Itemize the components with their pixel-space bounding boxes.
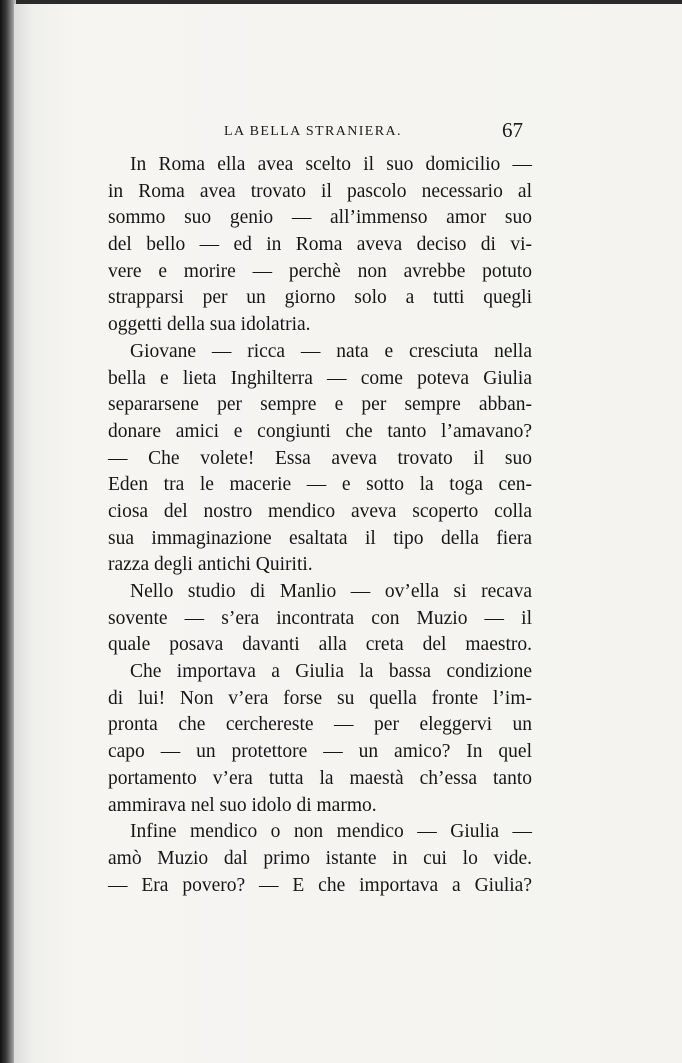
text-line: di lui! Non v’era forse su quella fronte l’im- <box>108 687 532 709</box>
text-line: amò Muzio dal primo istante in cui lo vide. <box>108 847 532 869</box>
text-line: portamento v’era tutta la maestà ch’essa tanto <box>108 767 532 789</box>
text-line: sommo suo genio — all’immenso amor suo <box>108 207 532 229</box>
text-line: — Che volete! Essa aveva trovato il suo <box>108 447 532 469</box>
page-number: 67 <box>502 118 523 142</box>
text-line: In Roma ella avea scelto il suo domicilio — <box>130 154 532 175</box>
text-line: razza degli antichi Quiriti. <box>108 554 313 576</box>
text-line: donare amici e congiunti che tanto l’amavano? <box>108 420 532 442</box>
text-line: oggetti della sua idolatria. <box>108 314 311 336</box>
text-line: capo — un protettore — un amico? In quel <box>108 741 532 763</box>
text-line: strapparsi per un giorno solo a tutti quegli <box>108 287 532 309</box>
text-line: del bello — ed in Roma aveva deciso di vi- <box>108 234 532 256</box>
text-line: pronta che cerchereste — per eleggervi un <box>108 714 532 736</box>
text-line: sovente — s’era incontrata con Muzio — il <box>108 607 532 629</box>
text-line: Eden tra le macerie — e sotto la toga cen- <box>108 474 532 496</box>
text-line: sua immaginazione esaltata il tipo della fiera <box>108 527 532 549</box>
text-line: Che importava a Giulia la bassa condizione <box>130 661 532 683</box>
text-line: ciosa del nostro mendico aveva scoperto colla <box>108 500 532 522</box>
text-line: quale posava davanti alla creta del maestro. <box>108 634 532 656</box>
body-text <box>108 152 532 899</box>
text-line: bella e lieta Inghilterra — come poteva Giulia <box>108 367 532 389</box>
text-line: Giovane — ricca — nata e cresciuta nella <box>130 340 532 362</box>
text-line: separarsene per sempre e per sempre abban- <box>108 394 532 416</box>
text-line: in Roma avea trovato il pascolo necessario al <box>108 180 532 202</box>
running-title: LA BELLA STRANIERA. <box>224 124 402 139</box>
text-line: ammirava nel suo idolo di marmo. <box>108 794 377 816</box>
text-line: Nello studio di Manlio — ov’ella si recava <box>130 581 532 602</box>
text-line: vere e morire — perchè non avrebbe potuto <box>108 260 532 282</box>
text-line: — Era povero? — E che importava a Giulia? <box>108 874 532 896</box>
page-header <box>0 118 682 148</box>
text-line: Infine mendico o non mendico — Giulia — <box>130 821 532 843</box>
